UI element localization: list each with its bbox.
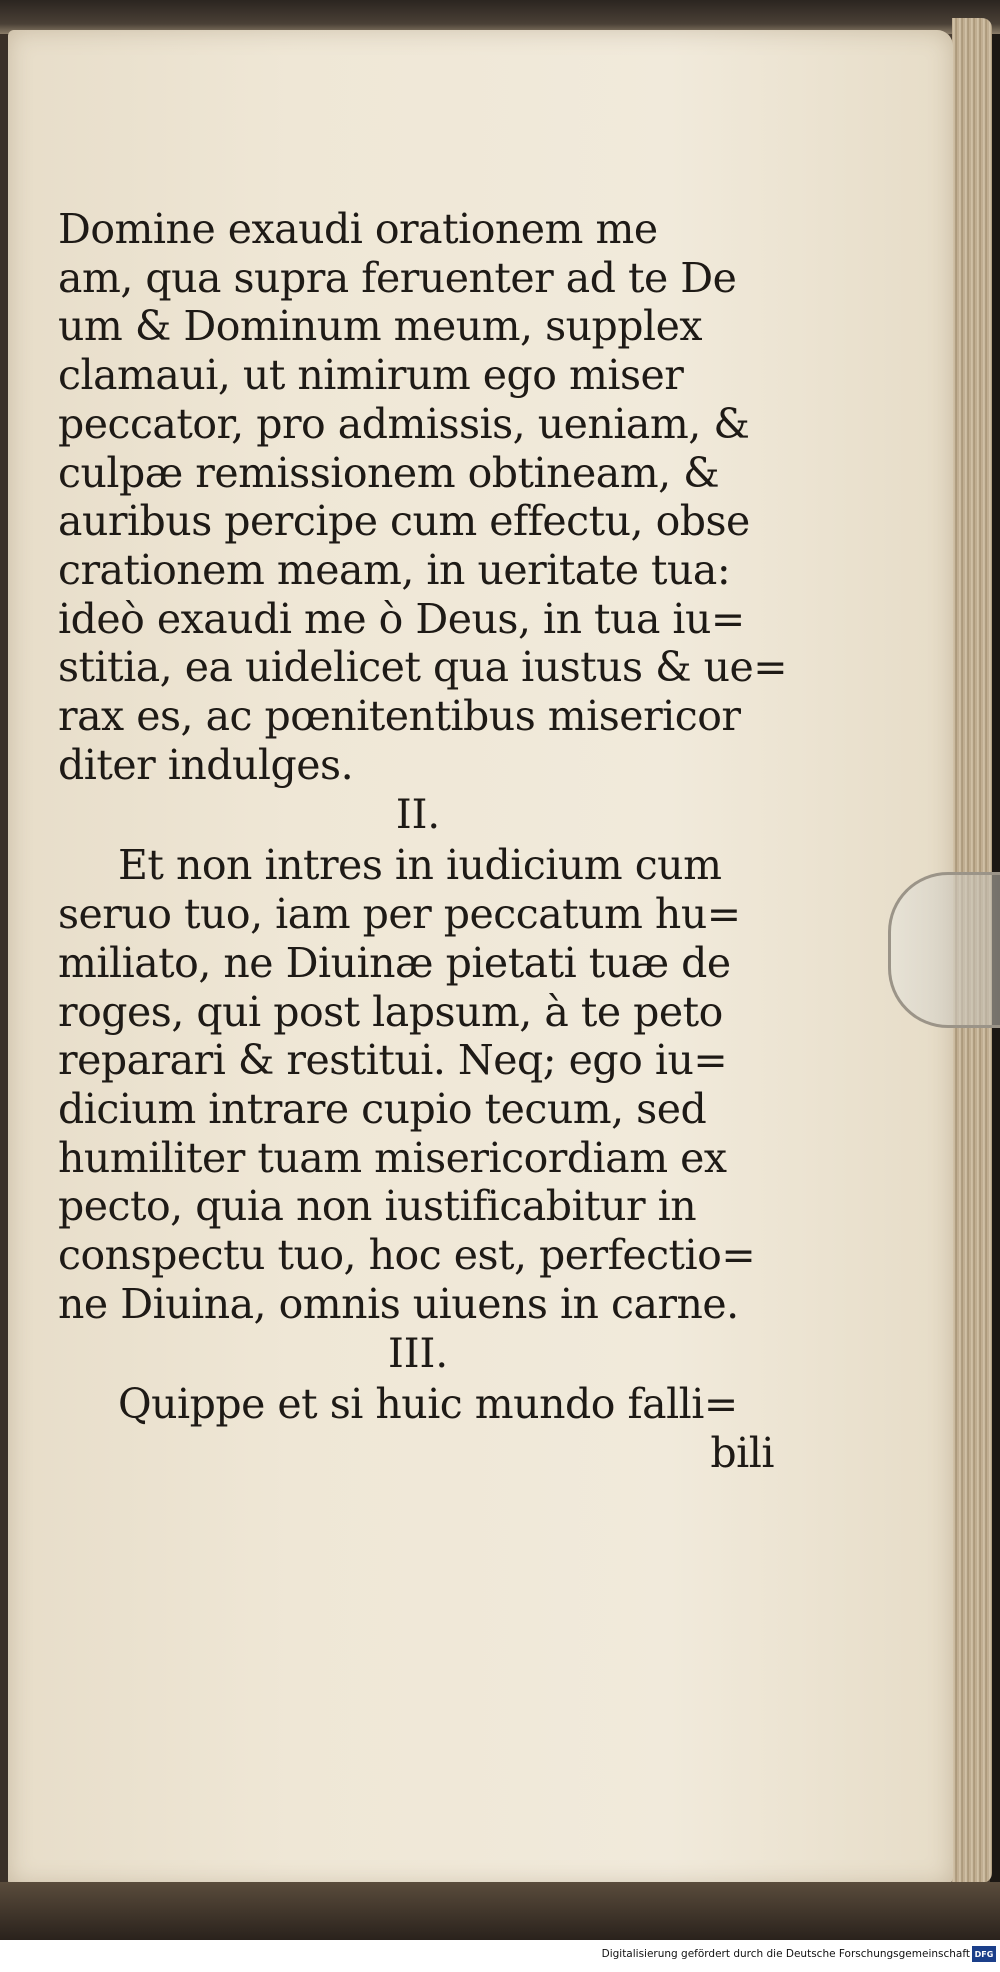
- text-line: clamaui, ut nimirum ego miser: [58, 351, 684, 400]
- section-3: [58, 1380, 778, 1477]
- text-line: dicium intrare cupio tecum, sed: [58, 1084, 707, 1133]
- text-line: am, qua supra feruenter ad te De: [58, 253, 737, 302]
- bottom-binding: [0, 1882, 1000, 1940]
- text-line: culpæ remissionem obtineam, &: [58, 448, 720, 497]
- section-heading-3: III.: [387, 1331, 449, 1378]
- book-clasp: [888, 872, 1000, 1028]
- text-line: ne Diuina, omnis uiuens in carne.: [58, 1279, 739, 1328]
- text-line: Domine exaudi orationem me: [58, 205, 658, 253]
- text-line: rax es, ac pœnitentibus misericor: [58, 692, 741, 741]
- section-heading-2: II.: [395, 792, 441, 839]
- text-line: roges, qui post lapsum, à te peto: [58, 987, 723, 1036]
- digitization-footer: [0, 1940, 1000, 1972]
- page-text: [58, 205, 788, 1478]
- text-line: um & Dominum meum, supplex: [58, 302, 703, 351]
- text-line: crationem meam, in ueritate tua:: [58, 545, 731, 594]
- text-line: humiliter tuam misericordiam ex: [58, 1133, 727, 1182]
- text-line: ideò exaudi me ò Deus, in tua iu=: [58, 594, 745, 643]
- text-line: Quippe et si huic mundo falli=: [118, 1380, 738, 1429]
- text-line: peccator, pro admissis, ueniam, &: [58, 399, 750, 448]
- footer-credit: Digitalisierung gefördert durch die Deutsche Forschungsgemeinschaft: [601, 1948, 970, 1960]
- catchword: bili: [710, 1429, 774, 1478]
- text-line: conspectu tuo, hoc est, perfectio=: [58, 1231, 756, 1280]
- dfg-logo-icon: DFG: [972, 1946, 996, 1962]
- text-line: pecto, quia non iustificabitur in: [58, 1182, 697, 1231]
- text-line: diter indulges.: [58, 740, 354, 789]
- top-binding: [0, 0, 1000, 34]
- text-line: seruo tuo, iam per peccatum hu=: [58, 890, 741, 939]
- section-2: [58, 841, 778, 1328]
- section-1: [58, 205, 788, 789]
- text-line: reparari & restitui. Neq; ego iu=: [58, 1036, 728, 1085]
- text-line: miliato, ne Diuinæ pietati tuæ de: [58, 938, 731, 987]
- text-line: stitia, ea uidelicet qua iustus & ue=: [58, 643, 788, 692]
- text-line: Et non intres in iudicium cum: [118, 841, 722, 890]
- text-line: auribus percipe cum effectu, obse: [58, 497, 750, 546]
